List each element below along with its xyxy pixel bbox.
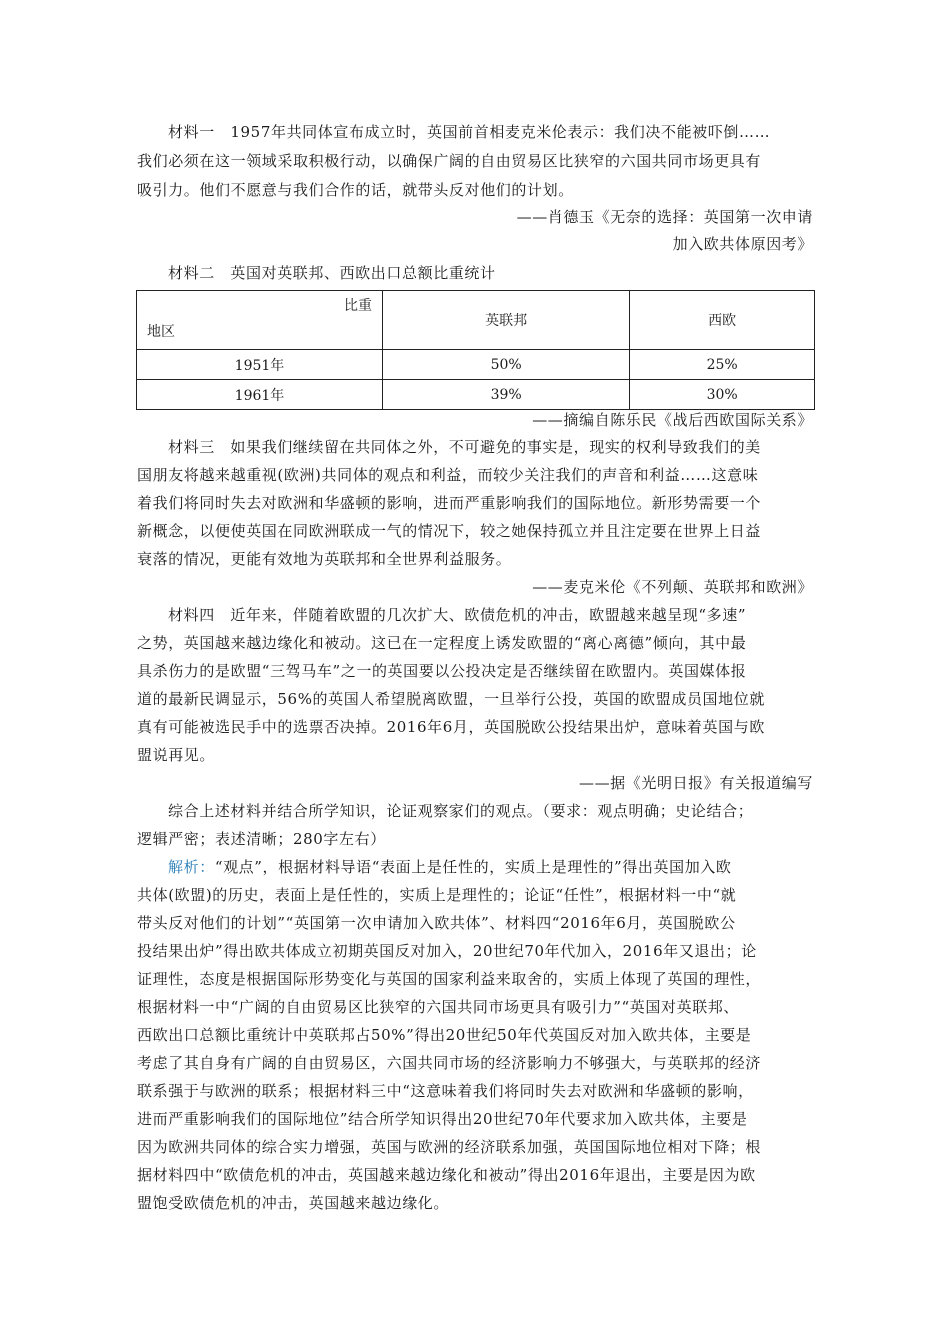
question-line-2: 逻辑严密；表述清晰；280字左右）: [137, 830, 386, 848]
material4-line-5: 真有可能被选民手中的选票否决掉。2016年6月，英国脱欧公投结果出炉，意味着英国与欧: [137, 718, 765, 736]
material4-line-2: 之势，英国越来越边缘化和被动。这已在一定程度上诱发欧盟的“离心离德”倾向，其中最: [137, 634, 747, 652]
corner-label-region: 地区: [147, 324, 175, 340]
export-share-table: [136, 290, 815, 410]
material3-line-3: 着我们将同时失去对欧洲和华盛顿的影响，进而严重影响我们的国际地位。新形势需要一个: [137, 494, 762, 512]
question-line-1: 综合上述材料并结合所学知识，论证观察家们的观点。（要求：观点明确；史论结合；: [168, 802, 754, 820]
material3-line-2: 国朋友将越来越重视(欧洲)共同体的观点和利益，而较少关注我们的声音和利益……这意味: [137, 466, 759, 484]
analysis-label: 解析：: [168, 858, 215, 876]
material4-citation: ——据《光明日报》有关报道编写: [578, 774, 813, 792]
material4-line-4: 道的最新民调显示，56%的英国人希望脱离欧盟，一旦举行公投，英国的欧盟成员国地位就: [137, 690, 765, 708]
row-year: 1961年: [137, 380, 383, 410]
corner-label-share: 比重: [344, 298, 372, 314]
analysis-first-line-text: “观点”，根据材料导语“表面上是任性的，实质上是理性的”得出英国加入欧: [214, 858, 732, 876]
material2-citation: ——摘编自陈乐民《战后西欧国际关系》: [532, 411, 813, 429]
table-row: [137, 380, 815, 410]
cell-commonwealth: 50%: [383, 350, 630, 380]
cell-commonwealth: 39%: [383, 380, 630, 410]
material4-line-3: 具杀伤力的是欧盟“三驾马车”之一的英国要以公投决定是否继续留在欧盟内。英国媒体报: [137, 662, 747, 680]
analysis-line-3: 带头反对他们的计划”“英国第一次申请加入欧共体”、材料四“2016年6月，英国脱欧公: [137, 914, 736, 932]
material4-line-1: 材料四 近年来，伴随着欧盟的几次扩大、欧债危机的冲击，欧盟越来越呈现“多速”: [168, 606, 747, 624]
cell-west-europe: 25%: [630, 350, 815, 380]
material1-citation-1: ——肖德玉《无奈的选择：英国第一次申请: [516, 208, 813, 226]
material3-line-5: 衰落的情况，更能有效地为英联邦和全世界利益服务。: [137, 550, 512, 568]
cell-west-europe: 30%: [630, 380, 815, 410]
analysis-line-9: 联系强于与欧洲的联系；根据材料三中“这意味着我们将同时失去对欧洲和华盛顿的影响，: [137, 1082, 754, 1100]
material4-line-6: 盟说再见。: [137, 746, 216, 764]
analysis-line-2: 共体(欧盟)的历史，表面上是任性的，实质上是理性的；论证“任性”，根据材料一中“就: [137, 886, 737, 904]
material1-line-2: 我们必须在这一领域采取积极行动，以确保广阔的自由贸易区比狭窄的六国共同市场更具有: [137, 152, 762, 170]
material3-citation: ——麦克米伦《不列颠、英联邦和欧洲》: [532, 578, 813, 596]
material2-title: 材料二 英国对英联邦、西欧出口总额比重统计: [168, 264, 496, 282]
analysis-line-8: 考虑了其自身有广阔的自由贸易区，六国共同市场的经济影响力不够强大，与英联邦的经济: [137, 1054, 762, 1072]
material3-line-4: 新概念，以便使英国在同欧洲联成一气的情况下，较之她保持孤立并且注定要在世界上日益: [137, 522, 762, 540]
analysis-line-11: 因为欧洲共同体的综合实力增强，英国与欧洲的经济联系加强，英国国际地位相对下降；根: [137, 1138, 762, 1156]
analysis-line-6: 根据材料一中“广阔的自由贸易区比狭窄的六国共同市场更具有吸引力”“英国对英联邦、: [137, 998, 740, 1016]
analysis-line-7: 西欧出口总额比重统计中英联邦占50%”得出20世纪50年代英国反对加入欧共体，主要是: [137, 1026, 752, 1044]
analysis-line-1: [168, 856, 815, 878]
table-row: [137, 350, 815, 380]
analysis-line-12: 据材料四中“欧债危机的冲击，英国越来越边缘化和被动”得出2016年退出，主要是因为欧: [137, 1166, 756, 1184]
column-header-west-europe: 西欧: [630, 291, 815, 350]
analysis-line-4: 投结果出炉”得出欧共体成立初期英国反对加入，20世纪70年代加入，2016年又退出；论: [137, 942, 757, 960]
material1-line-3: 吸引力。他们不愿意与我们合作的话，就带头反对他们的计划。: [137, 181, 574, 199]
material3-line-1: 材料三 如果我们继续留在共同体之外，不可避免的事实是，现实的权利导致我们的美: [168, 438, 761, 456]
material1-line-1: 材料一 1957年共同体宣布成立时，英国前首相麦克米伦表示：我们决不能被吓倒……: [168, 123, 771, 141]
analysis-line-5: 证理性，态度是根据国际形势变化与英国的国家利益来取舍的，实质上体现了英国的理性，: [137, 970, 762, 988]
row-year: 1951年: [137, 350, 383, 380]
material1-citation-2: 加入欧共体原因考》: [672, 235, 813, 253]
analysis-line-10: 进而严重影响我们的国际地位”结合所学知识得出20世纪70年代要求加入欧共体，主要是: [137, 1110, 748, 1128]
analysis-line-13: 盟饱受欧债危机的冲击，英国越来越边缘化。: [137, 1194, 450, 1212]
column-header-commonwealth: 英联邦: [383, 291, 630, 350]
table-corner-cell: [137, 291, 383, 350]
